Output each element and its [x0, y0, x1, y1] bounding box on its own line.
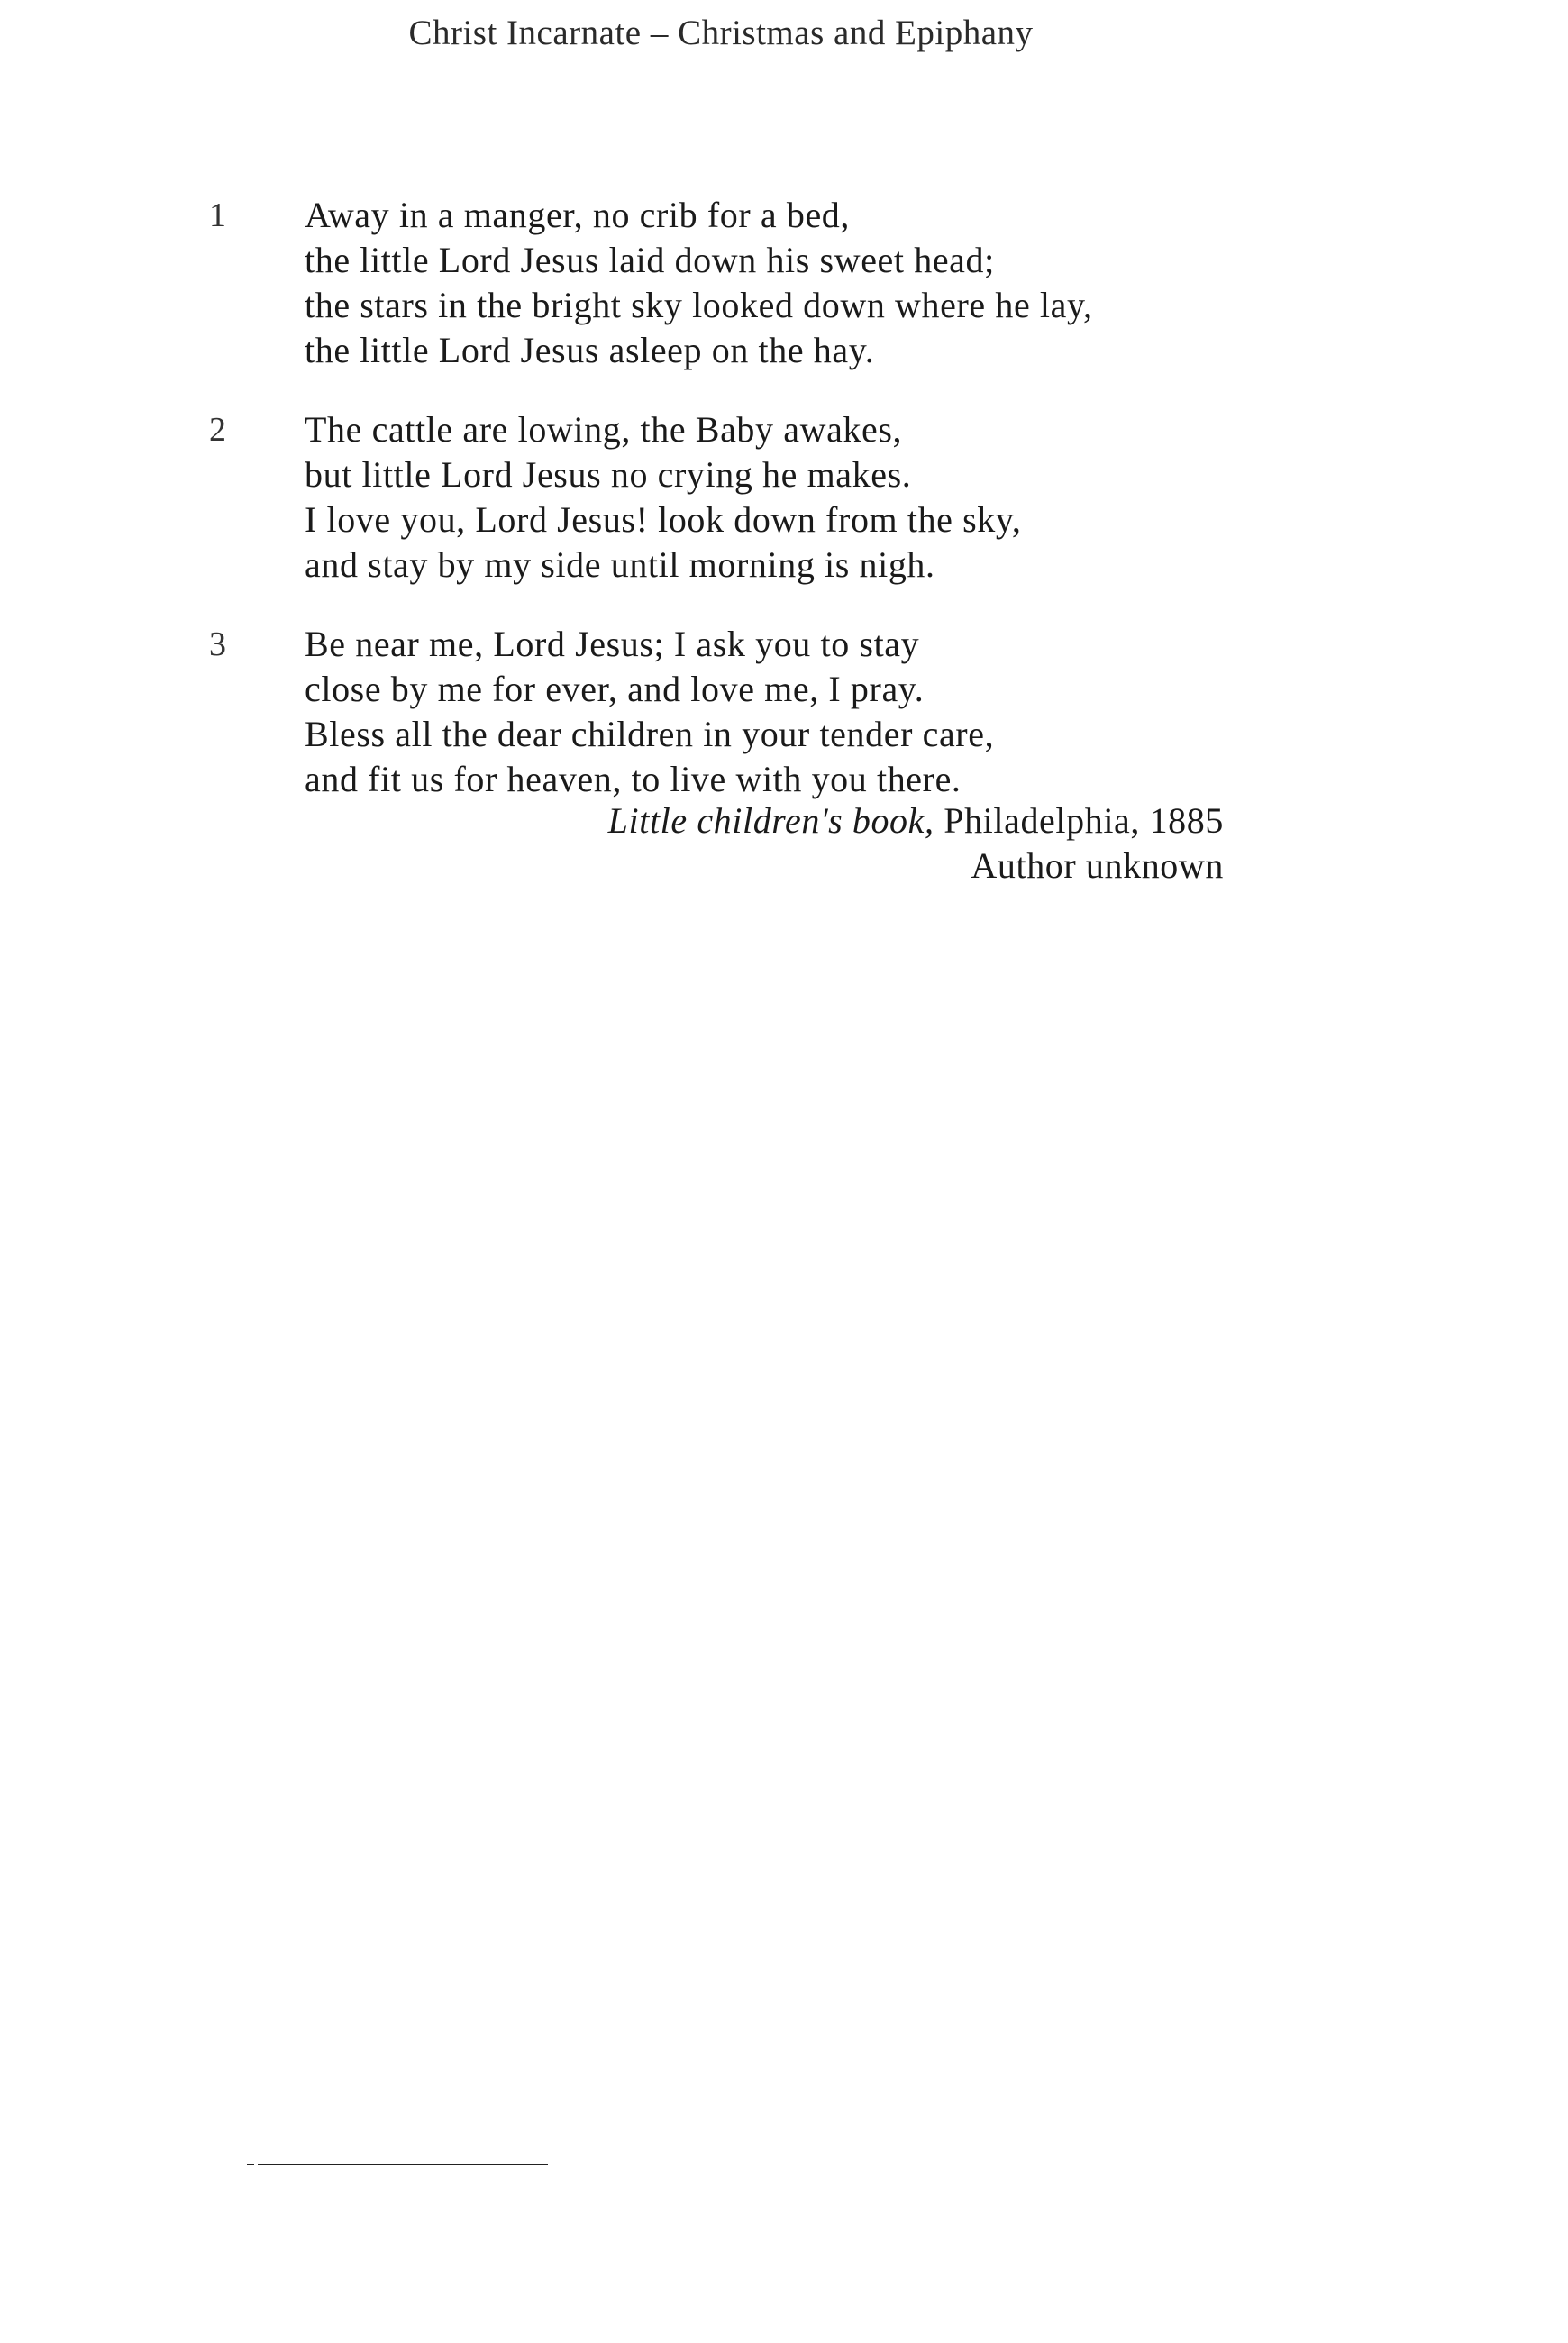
verse-line: Be near me, Lord Jesus; I ask you to stay: [305, 624, 920, 664]
verse-lines: [305, 622, 1386, 802]
verse-number: 1: [209, 196, 226, 234]
verse-line: I love you, Lord Jesus! look down from the sky,: [305, 499, 1022, 540]
verse-line: Away in a manger, no crib for a bed,: [305, 195, 850, 235]
verse-1: [0, 193, 1568, 373]
verse-line: The cattle are lowing, the Baby awakes,: [305, 409, 903, 450]
source-title: Little children's book,: [607, 800, 934, 841]
source-line: [608, 798, 1224, 843]
footnote-rule: [258, 2164, 548, 2165]
verse-line: and fit us for heaven, to live with you there.: [305, 759, 962, 799]
verse-2: [0, 407, 1568, 588]
verse-line: the little Lord Jesus laid down his sweet head;: [305, 240, 995, 280]
attribution: [608, 798, 1224, 889]
author-line: Author unknown: [971, 845, 1224, 886]
hymn-text: [0, 193, 1568, 836]
running-head: Christ Incarnate – Christmas and Epiphany: [408, 14, 1034, 52]
verse-line: the stars in the bright sky looked down where he lay,: [305, 285, 1093, 325]
verse-line: Bless all the dear children in your tender care,: [305, 714, 995, 754]
verse-number: 3: [209, 625, 226, 663]
verse-lines: [305, 407, 1386, 588]
verse-line: the little Lord Jesus asleep on the hay.: [305, 330, 875, 370]
verse-number: 2: [209, 411, 226, 449]
verse-line: close by me for ever, and love me, I pray.: [305, 669, 925, 709]
source-place-year: Philadelphia, 1885: [934, 800, 1224, 841]
verse-line: but little Lord Jesus no crying he makes.: [305, 454, 912, 495]
verse-lines: [305, 193, 1386, 373]
verse-3: [0, 622, 1568, 802]
verse-line: and stay by my side until morning is nigh.: [305, 544, 935, 585]
